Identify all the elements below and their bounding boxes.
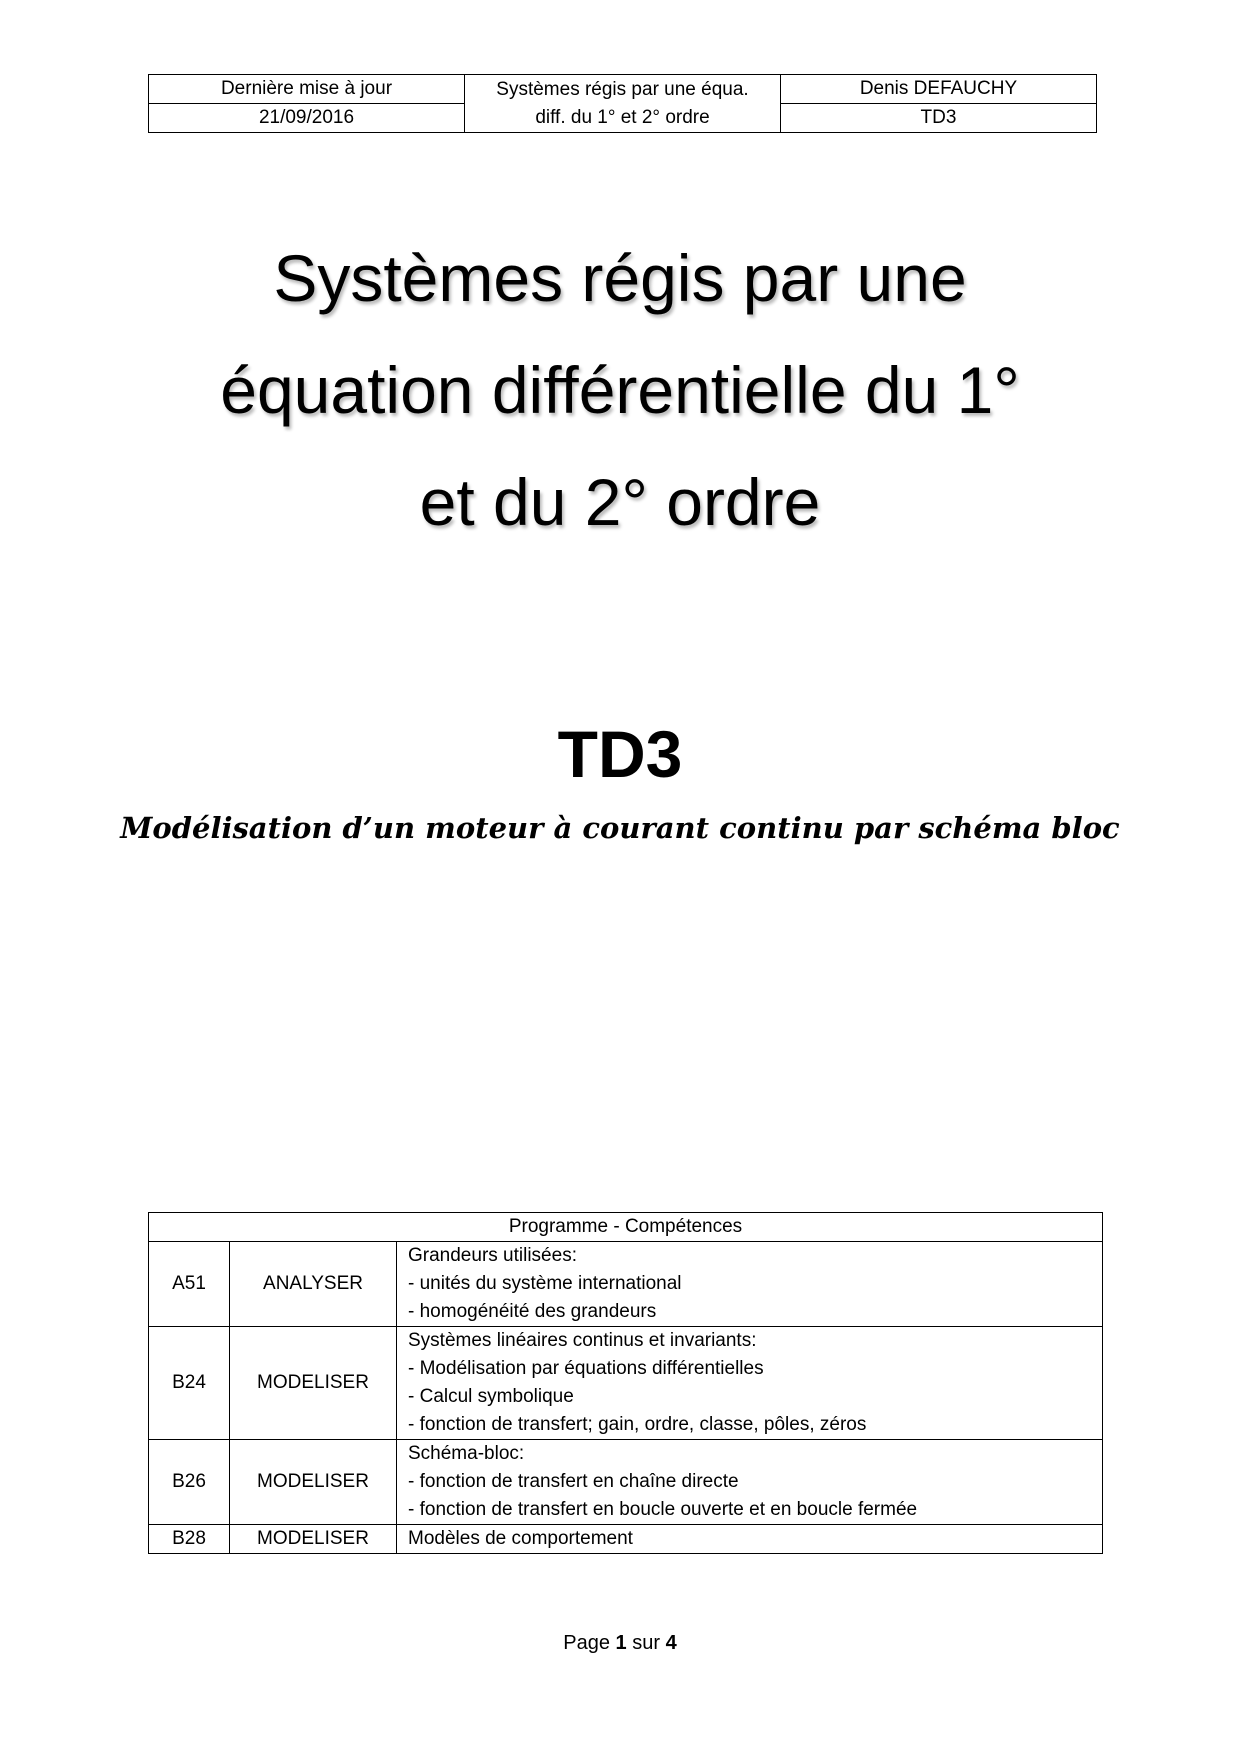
competence-category: MODELISER [230, 1440, 397, 1525]
competences-table [148, 1212, 1103, 1554]
page-total: 4 [665, 1632, 677, 1654]
td-label: TD3 [557, 717, 683, 791]
table-row [149, 1327, 1103, 1440]
competence-line: - fonction de transfert en boucle ouverte et en boucle fermée [408, 1499, 918, 1520]
competence-description [397, 1242, 1103, 1327]
header-doc-code: TD3 [781, 104, 1097, 133]
document-title [0, 222, 1240, 558]
competence-line: Schéma-bloc: [408, 1443, 525, 1464]
page-footer [0, 1632, 1240, 1655]
header-subject-line1: Systèmes régis par une équa. [496, 78, 749, 100]
competence-line: Grandeurs utilisées: [408, 1245, 577, 1266]
page-current: 1 [615, 1632, 627, 1654]
page-word: Page [563, 1632, 610, 1654]
table-row [149, 1440, 1103, 1525]
competence-category: MODELISER [230, 1525, 397, 1554]
competence-line: - fonction de transfert; gain, ordre, classe, pôles, zéros [408, 1414, 867, 1435]
competence-category: ANALYSER [230, 1242, 397, 1327]
competence-line: - Calcul symbolique [408, 1386, 574, 1407]
competences-heading: Programme - Compétences [149, 1213, 1103, 1242]
header-author: Denis DEFAUCHY [781, 75, 1097, 104]
competence-line: - unités du système international [408, 1273, 682, 1294]
document-title-line3: et du 2° ordre [419, 465, 821, 539]
header-subject-line2: diff. du 1° et 2° ordre [535, 106, 710, 128]
competence-line: - Modélisation par équations différentielles [408, 1358, 764, 1379]
competence-code: B26 [149, 1440, 230, 1525]
competence-description [397, 1440, 1103, 1525]
last-update-date: 21/09/2016 [149, 104, 465, 133]
competence-line: Systèmes linéaires continus et invariants: [408, 1330, 757, 1351]
competence-category: MODELISER [230, 1327, 397, 1440]
header-subject [465, 75, 781, 133]
competence-line: - homogénéité des grandeurs [408, 1301, 657, 1322]
competence-description [397, 1525, 1103, 1554]
table-row [149, 1242, 1103, 1327]
competence-description [397, 1327, 1103, 1440]
competence-line: Modèles de comportement [408, 1528, 633, 1549]
of-word: sur [632, 1632, 661, 1654]
document-title-line1: Systèmes régis par une [273, 241, 967, 315]
document-subtitle: Modélisation d’un moteur à courant continu par schéma bloc [120, 811, 1120, 845]
table-row [149, 1525, 1103, 1554]
header-table [148, 74, 1097, 133]
competence-code: B24 [149, 1327, 230, 1440]
last-update-label: Dernière mise à jour [149, 75, 465, 104]
document-title-line2: équation différentielle du 1° [220, 353, 1020, 427]
competence-code: A51 [149, 1242, 230, 1327]
competence-line: - fonction de transfert en chaîne directe [408, 1471, 739, 1492]
competence-code: B28 [149, 1525, 230, 1554]
